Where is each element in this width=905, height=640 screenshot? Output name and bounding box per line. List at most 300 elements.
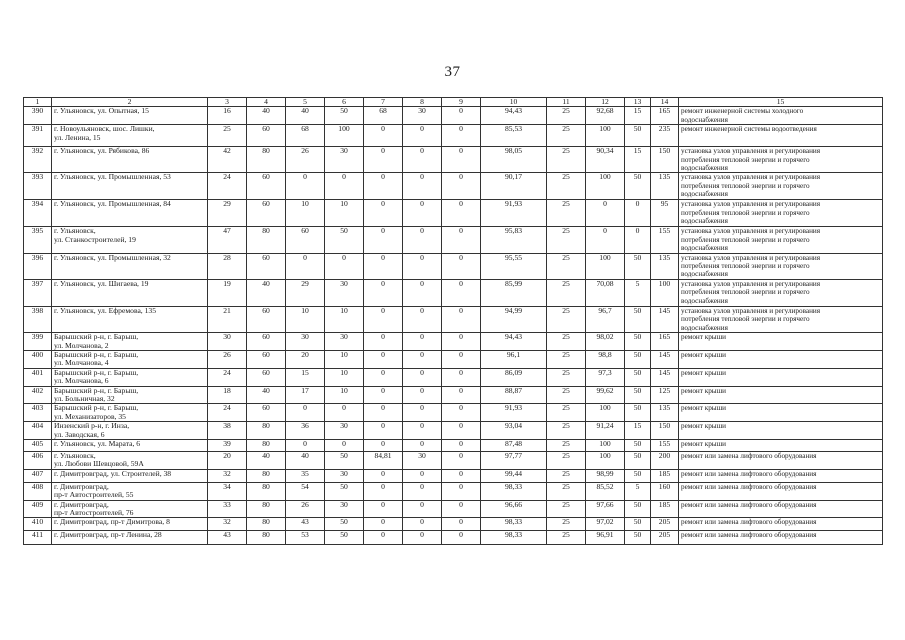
work-type-cell: ремонт крыши <box>679 404 883 422</box>
value-cell: 0 <box>364 173 403 200</box>
value-cell: 0 <box>364 422 403 440</box>
value-cell: 0 <box>403 500 442 518</box>
work-type-cell: ремонт или замена лифтового оборудования <box>679 531 883 545</box>
table-row <box>24 422 883 440</box>
table-row <box>24 368 883 386</box>
value-cell: 97,3 <box>586 368 625 386</box>
value-cell: 0 <box>442 469 481 482</box>
work-type-cell: ремонт или замена лифтового оборудования <box>679 500 883 518</box>
value-cell: 98,99 <box>586 469 625 482</box>
value-cell: 0 <box>442 518 481 531</box>
value-cell: 25 <box>547 469 586 482</box>
data-table-container <box>23 97 882 545</box>
value-cell: 30 <box>325 422 364 440</box>
value-cell: 0 <box>403 350 442 368</box>
row-number-cell: 403 <box>24 404 52 422</box>
value-cell: 0 <box>364 227 403 253</box>
value-cell: 0 <box>442 200 481 227</box>
value-cell: 25 <box>547 200 586 227</box>
column-header: 7 <box>364 98 403 107</box>
work-type-cell: установка узлов управления и регулирования потребления тепловой энергии и горячего водоснабжения <box>679 200 883 227</box>
value-cell: 80 <box>247 422 286 440</box>
column-header: 15 <box>679 98 883 107</box>
value-cell: 135 <box>651 404 679 422</box>
row-number-cell: 405 <box>24 439 52 451</box>
value-cell: 135 <box>651 253 679 279</box>
value-cell: 50 <box>625 306 651 332</box>
value-cell: 25 <box>547 107 586 125</box>
row-number-cell: 391 <box>24 125 52 147</box>
value-cell: 30 <box>325 500 364 518</box>
work-type-cell: ремонт или замена лифтового оборудования <box>679 469 883 482</box>
address-cell: г. Димитровград, пр-т Ленина, 28 <box>52 531 208 545</box>
value-cell: 30 <box>403 107 442 125</box>
value-cell: 100 <box>586 451 625 469</box>
value-cell: 17 <box>286 386 325 404</box>
row-number-cell: 399 <box>24 333 52 351</box>
value-cell: 100 <box>586 173 625 200</box>
column-header: 8 <box>403 98 442 107</box>
work-type-cell: ремонт крыши <box>679 386 883 404</box>
work-type-cell: установка узлов управления и регулирования потребления тепловой энергии и горячего водоснабжения <box>679 147 883 173</box>
value-cell: 0 <box>325 253 364 279</box>
value-cell: 0 <box>442 253 481 279</box>
value-cell: 10 <box>286 306 325 332</box>
value-cell: 0 <box>442 422 481 440</box>
value-cell: 96,7 <box>586 306 625 332</box>
value-cell: 50 <box>325 518 364 531</box>
address-cell: г. Ульяновск, ул. Любови Шевцовой, 59А <box>52 451 208 469</box>
value-cell: 0 <box>325 439 364 451</box>
value-cell: 145 <box>651 368 679 386</box>
value-cell: 97,66 <box>586 500 625 518</box>
value-cell: 32 <box>208 518 247 531</box>
row-number-cell: 397 <box>24 279 52 306</box>
column-header: 13 <box>625 98 651 107</box>
value-cell: 0 <box>403 147 442 173</box>
column-header: 6 <box>325 98 364 107</box>
value-cell: 205 <box>651 531 679 545</box>
value-cell: 70,08 <box>586 279 625 306</box>
work-type-cell: ремонт инженерной системы холодного водоснабжения <box>679 107 883 125</box>
value-cell: 0 <box>364 368 403 386</box>
value-cell: 29 <box>286 279 325 306</box>
table-row <box>24 173 883 200</box>
value-cell: 5 <box>625 279 651 306</box>
value-cell: 50 <box>625 500 651 518</box>
value-cell: 150 <box>651 147 679 173</box>
value-cell: 33 <box>208 500 247 518</box>
value-cell: 94,43 <box>481 107 547 125</box>
work-type-cell: установка узлов управления и регулирования потребления тепловой энергии и горячего водоснабжения <box>679 253 883 279</box>
work-type-cell: установка узлов управления и регулирования потребления тепловой энергии и горячего водоснабжения <box>679 306 883 332</box>
column-header: 11 <box>547 98 586 107</box>
value-cell: 91,93 <box>481 200 547 227</box>
value-cell: 50 <box>325 451 364 469</box>
value-cell: 0 <box>442 107 481 125</box>
value-cell: 25 <box>547 173 586 200</box>
page-number: 37 <box>444 64 461 80</box>
value-cell: 50 <box>625 253 651 279</box>
value-cell: 0 <box>403 306 442 332</box>
value-cell: 85,99 <box>481 279 547 306</box>
value-cell: 0 <box>364 404 403 422</box>
value-cell: 24 <box>208 173 247 200</box>
value-cell: 36 <box>286 422 325 440</box>
value-cell: 39 <box>208 439 247 451</box>
value-cell: 50 <box>625 518 651 531</box>
table-row <box>24 107 883 125</box>
work-type-cell: ремонт крыши <box>679 333 883 351</box>
value-cell: 0 <box>403 368 442 386</box>
value-cell: 24 <box>208 404 247 422</box>
row-number-cell: 408 <box>24 482 52 500</box>
table-row <box>24 306 883 332</box>
value-cell: 25 <box>547 500 586 518</box>
value-cell: 98,33 <box>481 518 547 531</box>
value-cell: 0 <box>403 482 442 500</box>
work-type-cell: ремонт или замена лифтового оборудования <box>679 518 883 531</box>
value-cell: 95,55 <box>481 253 547 279</box>
table-row <box>24 200 883 227</box>
value-cell: 0 <box>442 279 481 306</box>
column-header: 10 <box>481 98 547 107</box>
value-cell: 0 <box>442 333 481 351</box>
value-cell: 35 <box>286 469 325 482</box>
address-cell: Барышский р-н, г. Барыш, ул. Молчанова, 6 <box>52 368 208 386</box>
value-cell: 145 <box>651 350 679 368</box>
value-cell: 25 <box>547 253 586 279</box>
value-cell: 60 <box>247 200 286 227</box>
row-number-cell: 398 <box>24 306 52 332</box>
value-cell: 94,99 <box>481 306 547 332</box>
value-cell: 88,87 <box>481 386 547 404</box>
value-cell: 16 <box>208 107 247 125</box>
value-cell: 0 <box>442 227 481 253</box>
value-cell: 60 <box>247 306 286 332</box>
value-cell: 205 <box>651 518 679 531</box>
column-header: 3 <box>208 98 247 107</box>
value-cell: 0 <box>364 439 403 451</box>
value-cell: 0 <box>403 422 442 440</box>
value-cell: 0 <box>442 173 481 200</box>
value-cell: 145 <box>651 306 679 332</box>
work-type-cell: ремонт инженерной системы водоотведения <box>679 125 883 147</box>
value-cell: 84,81 <box>364 451 403 469</box>
row-number-cell: 395 <box>24 227 52 253</box>
value-cell: 97,02 <box>586 518 625 531</box>
value-cell: 0 <box>286 173 325 200</box>
value-cell: 160 <box>651 482 679 500</box>
table-row <box>24 500 883 518</box>
value-cell: 10 <box>325 368 364 386</box>
value-cell: 90,34 <box>586 147 625 173</box>
value-cell: 43 <box>208 531 247 545</box>
value-cell: 0 <box>364 306 403 332</box>
value-cell: 96,66 <box>481 500 547 518</box>
value-cell: 0 <box>403 404 442 422</box>
value-cell: 0 <box>442 482 481 500</box>
value-cell: 0 <box>364 147 403 173</box>
value-cell: 99,44 <box>481 469 547 482</box>
address-cell: г. Ульяновск, ул. Промышленная, 32 <box>52 253 208 279</box>
value-cell: 25 <box>547 482 586 500</box>
table-row <box>24 253 883 279</box>
row-number-cell: 407 <box>24 469 52 482</box>
value-cell: 0 <box>364 531 403 545</box>
value-cell: 18 <box>208 386 247 404</box>
value-cell: 93,04 <box>481 422 547 440</box>
value-cell: 0 <box>364 200 403 227</box>
work-type-cell: ремонт или замена лифтового оборудования <box>679 482 883 500</box>
value-cell: 0 <box>364 350 403 368</box>
value-cell: 0 <box>286 404 325 422</box>
value-cell: 125 <box>651 386 679 404</box>
address-cell: Инзенский р-н, г. Инза, ул. Заводская, 6 <box>52 422 208 440</box>
value-cell: 10 <box>325 386 364 404</box>
work-type-cell: ремонт крыши <box>679 439 883 451</box>
row-number-cell: 401 <box>24 368 52 386</box>
value-cell: 86,09 <box>481 368 547 386</box>
value-cell: 50 <box>325 531 364 545</box>
address-cell: г. Новоульяновск, шос. Лишки, ул. Ленина, 15 <box>52 125 208 147</box>
address-cell: г. Димитровград, пр-т Автостроителей, 76 <box>52 500 208 518</box>
value-cell: 0 <box>286 253 325 279</box>
value-cell: 50 <box>325 107 364 125</box>
value-cell: 30 <box>208 333 247 351</box>
value-cell: 21 <box>208 306 247 332</box>
column-header: 5 <box>286 98 325 107</box>
value-cell: 80 <box>247 439 286 451</box>
data-table <box>23 97 883 545</box>
value-cell: 25 <box>547 404 586 422</box>
value-cell: 0 <box>364 279 403 306</box>
address-cell: г. Ульяновск, ул. Марата, 6 <box>52 439 208 451</box>
value-cell: 68 <box>286 125 325 147</box>
value-cell: 10 <box>325 306 364 332</box>
value-cell: 60 <box>247 333 286 351</box>
table-row <box>24 404 883 422</box>
work-type-cell: ремонт крыши <box>679 368 883 386</box>
address-cell: г. Димитровград, пр-т Автостроителей, 55 <box>52 482 208 500</box>
value-cell: 0 <box>442 386 481 404</box>
value-cell: 0 <box>403 333 442 351</box>
value-cell: 165 <box>651 333 679 351</box>
value-cell: 28 <box>208 253 247 279</box>
value-cell: 50 <box>625 531 651 545</box>
value-cell: 60 <box>247 368 286 386</box>
value-cell: 0 <box>403 439 442 451</box>
table-header-row <box>24 98 883 107</box>
value-cell: 0 <box>325 173 364 200</box>
address-cell: г. Ульяновск, ул. Промышленная, 53 <box>52 173 208 200</box>
value-cell: 0 <box>625 227 651 253</box>
value-cell: 100 <box>586 125 625 147</box>
value-cell: 100 <box>586 404 625 422</box>
value-cell: 165 <box>651 107 679 125</box>
value-cell: 50 <box>625 469 651 482</box>
value-cell: 0 <box>442 350 481 368</box>
value-cell: 0 <box>625 200 651 227</box>
column-header: 14 <box>651 98 679 107</box>
value-cell: 150 <box>651 422 679 440</box>
value-cell: 26 <box>286 500 325 518</box>
value-cell: 98,02 <box>586 333 625 351</box>
value-cell: 50 <box>625 451 651 469</box>
value-cell: 185 <box>651 500 679 518</box>
value-cell: 91,24 <box>586 422 625 440</box>
table-row <box>24 439 883 451</box>
value-cell: 0 <box>403 125 442 147</box>
address-cell: г. Ульяновск, ул. Промышленная, 84 <box>52 200 208 227</box>
table-row <box>24 147 883 173</box>
address-cell: г. Ульяновск, ул. Рябикова, 86 <box>52 147 208 173</box>
value-cell: 15 <box>625 422 651 440</box>
value-cell: 98,33 <box>481 531 547 545</box>
value-cell: 91,93 <box>481 404 547 422</box>
value-cell: 98,33 <box>481 482 547 500</box>
value-cell: 60 <box>247 404 286 422</box>
address-cell: Барышский р-н, г. Барыш, ул. Молчанова, 2 <box>52 333 208 351</box>
value-cell: 185 <box>651 469 679 482</box>
value-cell: 25 <box>547 386 586 404</box>
value-cell: 80 <box>247 469 286 482</box>
address-cell: Барышский р-н, г. Барыш, ул. Механизаторов, 35 <box>52 404 208 422</box>
work-type-cell: установка узлов управления и регулирования потребления тепловой энергии и горячего водоснабжения <box>679 279 883 306</box>
value-cell: 30 <box>286 333 325 351</box>
value-cell: 0 <box>442 531 481 545</box>
value-cell: 0 <box>442 404 481 422</box>
value-cell: 25 <box>547 439 586 451</box>
row-number-cell: 393 <box>24 173 52 200</box>
value-cell: 25 <box>547 422 586 440</box>
row-number-cell: 394 <box>24 200 52 227</box>
value-cell: 10 <box>286 200 325 227</box>
value-cell: 25 <box>547 451 586 469</box>
value-cell: 43 <box>286 518 325 531</box>
value-cell: 0 <box>403 173 442 200</box>
value-cell: 92,68 <box>586 107 625 125</box>
value-cell: 25 <box>547 531 586 545</box>
value-cell: 30 <box>325 469 364 482</box>
row-number-cell: 411 <box>24 531 52 545</box>
column-header: 12 <box>586 98 625 107</box>
work-type-cell: установка узлов управления и регулирования потребления тепловой энергии и горячего водоснабжения <box>679 173 883 200</box>
value-cell: 0 <box>403 469 442 482</box>
column-header: 4 <box>247 98 286 107</box>
value-cell: 85,52 <box>586 482 625 500</box>
value-cell: 40 <box>286 107 325 125</box>
value-cell: 96,1 <box>481 350 547 368</box>
value-cell: 98,8 <box>586 350 625 368</box>
value-cell: 40 <box>247 386 286 404</box>
value-cell: 0 <box>442 125 481 147</box>
value-cell: 34 <box>208 482 247 500</box>
address-cell: г. Ульяновск, ул. Станкостроителей, 19 <box>52 227 208 253</box>
value-cell: 19 <box>208 279 247 306</box>
table-body <box>24 107 883 545</box>
value-cell: 80 <box>247 482 286 500</box>
table-row <box>24 469 883 482</box>
value-cell: 20 <box>286 350 325 368</box>
row-number-cell: 404 <box>24 422 52 440</box>
value-cell: 50 <box>325 482 364 500</box>
value-cell: 25 <box>547 333 586 351</box>
value-cell: 96,91 <box>586 531 625 545</box>
value-cell: 80 <box>247 531 286 545</box>
table-row <box>24 333 883 351</box>
value-cell: 80 <box>247 147 286 173</box>
value-cell: 235 <box>651 125 679 147</box>
value-cell: 15 <box>625 107 651 125</box>
value-cell: 0 <box>403 518 442 531</box>
row-number-cell: 392 <box>24 147 52 173</box>
value-cell: 42 <box>208 147 247 173</box>
value-cell: 0 <box>364 500 403 518</box>
value-cell: 0 <box>442 368 481 386</box>
value-cell: 54 <box>286 482 325 500</box>
value-cell: 25 <box>547 350 586 368</box>
value-cell: 25 <box>547 147 586 173</box>
row-number-cell: 400 <box>24 350 52 368</box>
value-cell: 10 <box>325 200 364 227</box>
work-type-cell: установка узлов управления и регулирования потребления тепловой энергии и горячего водоснабжения <box>679 227 883 253</box>
address-cell: г. Димитровград, ул. Строителей, 38 <box>52 469 208 482</box>
value-cell: 26 <box>286 147 325 173</box>
value-cell: 0 <box>364 386 403 404</box>
table-row <box>24 482 883 500</box>
address-cell: г. Ульяновск, ул. Шигаева, 19 <box>52 279 208 306</box>
value-cell: 30 <box>325 279 364 306</box>
value-cell: 60 <box>247 350 286 368</box>
value-cell: 40 <box>247 107 286 125</box>
value-cell: 0 <box>364 469 403 482</box>
value-cell: 47 <box>208 227 247 253</box>
value-cell: 0 <box>586 200 625 227</box>
value-cell: 0 <box>442 500 481 518</box>
value-cell: 24 <box>208 368 247 386</box>
table-row <box>24 279 883 306</box>
value-cell: 30 <box>325 147 364 173</box>
value-cell: 5 <box>625 482 651 500</box>
value-cell: 60 <box>247 125 286 147</box>
value-cell: 20 <box>208 451 247 469</box>
value-cell: 0 <box>364 125 403 147</box>
value-cell: 87,48 <box>481 439 547 451</box>
value-cell: 50 <box>625 333 651 351</box>
value-cell: 97,77 <box>481 451 547 469</box>
value-cell: 135 <box>651 173 679 200</box>
value-cell: 29 <box>208 200 247 227</box>
row-number-cell: 402 <box>24 386 52 404</box>
value-cell: 25 <box>547 518 586 531</box>
value-cell: 0 <box>442 147 481 173</box>
value-cell: 99,62 <box>586 386 625 404</box>
value-cell: 100 <box>586 253 625 279</box>
value-cell: 25 <box>208 125 247 147</box>
value-cell: 0 <box>442 439 481 451</box>
address-cell: Барышский р-н, г. Барыш, ул. Молчанова, 4 <box>52 350 208 368</box>
value-cell: 50 <box>625 439 651 451</box>
work-type-cell: ремонт крыши <box>679 350 883 368</box>
column-header: 1 <box>24 98 52 107</box>
value-cell: 30 <box>325 333 364 351</box>
value-cell: 0 <box>403 531 442 545</box>
value-cell: 80 <box>247 518 286 531</box>
value-cell: 25 <box>547 306 586 332</box>
value-cell: 10 <box>325 350 364 368</box>
value-cell: 25 <box>547 125 586 147</box>
